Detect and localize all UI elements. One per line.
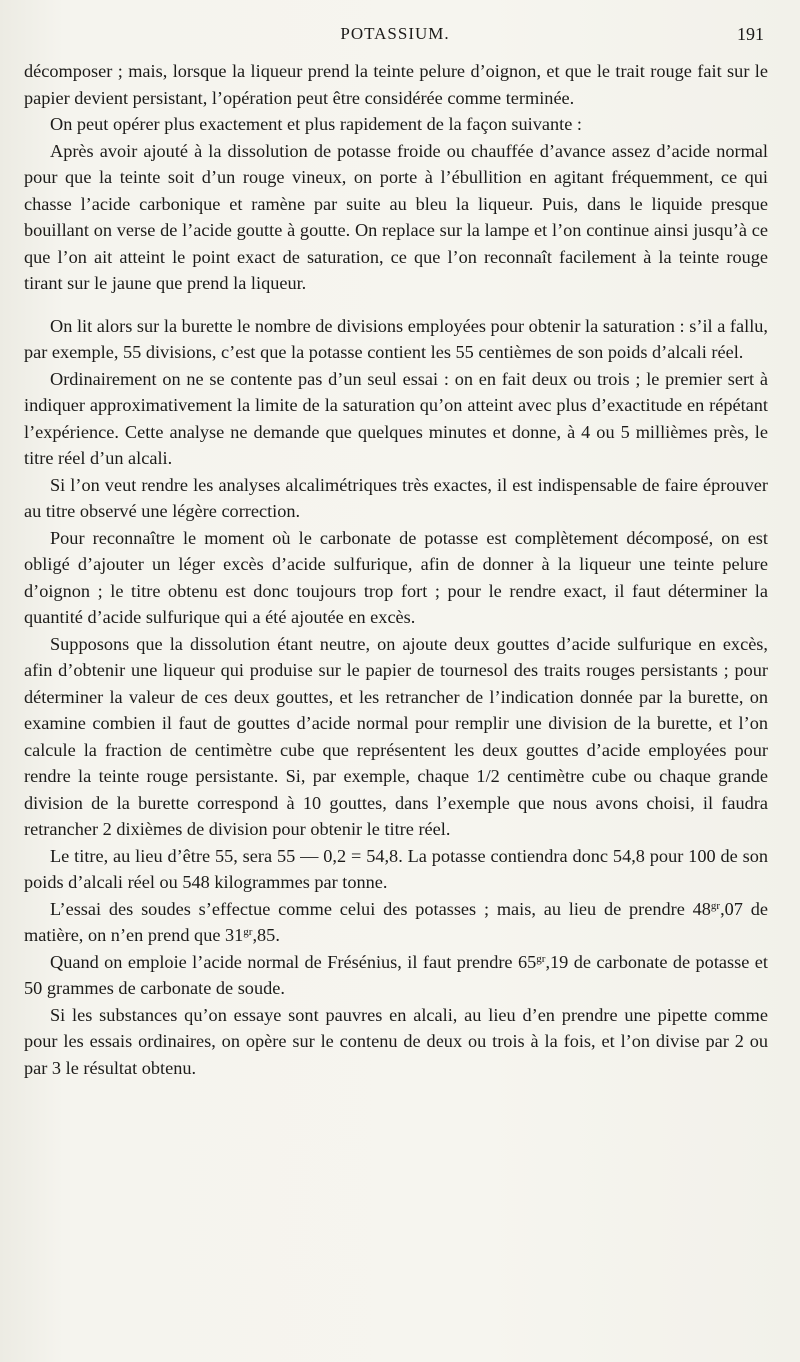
paragraph <box>24 949 768 1002</box>
paragraph: Supposons que la dissolution étant neutre, on ajoute deux gouttes d’acide sulfurique en excès, afin d’obtenir une liqueur qui produise sur le papier de tournesol des traits rouges persistants ; pour déterminer la valeur de ces deux gouttes, et les retrancher de l’indication donnée par la burette, on examine combien il faut de gouttes d’acide normal pour remplir une division de la burette, et l’on calcule la fraction de centimètre cube que représentent les deux gouttes d’acide employées pour rendre la teinte rouge persistante. Si, par exemple, chaque 1/2 centimètre cube ou chaque grande division de la burette correspond à 10 gouttes, dans l’exemple que nous avons choisi, il faudra retrancher 2 dixièmes de division pour obtenir le titre réel. <box>24 633 768 839</box>
text-run: L’essai des soudes s’effectue comme celui des potasses ; mais, au lieu de prendre 48 <box>50 898 711 919</box>
body-text <box>24 58 768 1081</box>
text-run: Quand on emploie l’acide normal de Frésénius, il faut prendre 65 <box>50 951 537 972</box>
text-run: ,07 de matière, on n’en prend que 31 <box>24 898 768 945</box>
running-head: POTASSIUM. <box>340 24 450 43</box>
paragraph: Le titre, au lieu d’être 55, sera 55 — 0,2 = 54,8. La potasse contiendra donc 54,8 pour 100 de son poids d’alcali réel ou 548 kilogrammes par tonne. <box>24 845 768 892</box>
unit-superscript: gr <box>243 926 253 938</box>
page-number: 191 <box>737 24 764 44</box>
text-run: ,19 de carbonate de potasse et 50 grammes de carbonate de soude. <box>24 951 768 998</box>
paragraph: Si l’on veut rendre les analyses alcalimétriques très exactes, il est indispensable de faire éprouver au titre observé une légère correction. <box>24 474 768 521</box>
paragraph: Si les substances qu’on essaye sont pauvres en alcali, au lieu d’en prendre une pipette comme pour les essais ordinaires, on opère sur le contenu de deux ou trois à la fois, et l’on divise par 2 ou par 3 le résultat obtenu. <box>24 1004 768 1078</box>
paragraph: On lit alors sur la burette le nombre de divisions employées pour obtenir la saturation : s’il a fallu, par exemple, 55 divisions, c’est que la potasse contient les 55 centièmes de son poids d’alcali réel. <box>24 315 768 362</box>
paragraph: décomposer ; mais, lorsque la liqueur prend la teinte pelure d’oignon, et que le trait rouge fait sur le papier devient persistant, l’opération peut être considérée comme terminée. <box>24 61 768 108</box>
page-header <box>26 24 764 48</box>
paragraph: On peut opérer plus exactement et plus rapidement de la façon suivante : <box>50 114 582 134</box>
unit-superscript: gr <box>710 899 721 912</box>
paragraph <box>24 896 768 949</box>
paragraph: Pour reconnaître le moment où le carbonate de potasse est complètement décomposé, on est obligé d’ajouter un léger excès d’acide sulfurique, afin de donner à la liqueur une teinte pelure d’oignon ; le titre obtenu est donc toujours trop fort ; pour le rendre exact, il faut déterminer la quantité d’acide sulfurique qui a été ajoutée en excès. <box>24 527 768 627</box>
paragraph: Après avoir ajouté à la dissolution de potasse froide ou chauffée d’avance assez d’acide normal pour que la teinte soit d’un rouge vineux, on porte à l’ébullition en agitant fréquemment, ce qui chasse l’acide carbonique et ramène par suite au bleu la liqueur. Puis, dans le liquide presque bouillant on verse de l’acide goutte à goutte. On replace sur la lampe et l’on continue ainsi jusqu’à ce que l’on ait atteint le point exact de saturation, ce que l’on reconnaît facilement à la teinte rouge tirant sur le jaune que prend la liqueur. <box>24 140 768 293</box>
paragraph: Ordinairement on ne se contente pas d’un seul essai : on en fait deux ou trois ; le premier sert à indiquer approximativement la limite de la saturation qu’on atteint avec plus d’exactitude en répétant l’expérience. Cette analyse ne demande que quelques minutes et donne, à 4 ou 5 millièmes près, le titre réel d’un alcali. <box>24 368 768 468</box>
unit-superscript: gr <box>536 952 546 965</box>
text-run: ,85. <box>252 925 280 945</box>
